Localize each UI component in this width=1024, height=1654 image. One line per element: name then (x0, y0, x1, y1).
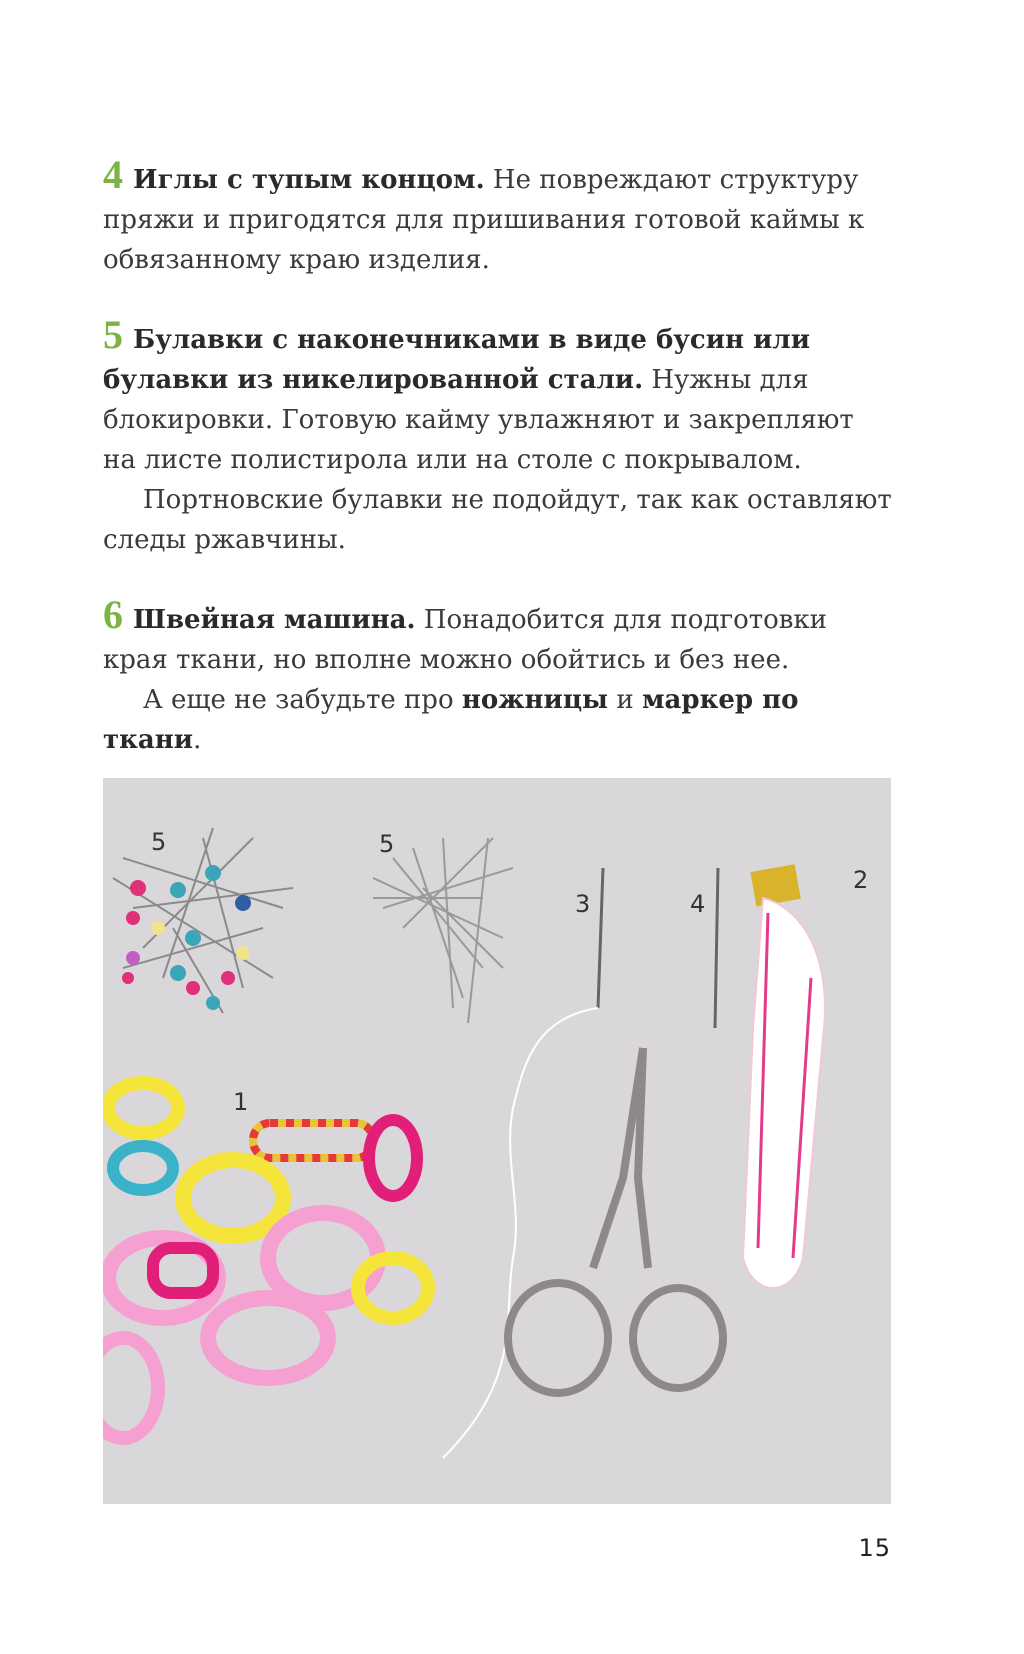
section-5-paragraph (103, 312, 893, 480)
tools-photo (103, 778, 891, 1504)
photo-label-1: 1 (233, 1088, 249, 1116)
note-text: А еще не забудьте про (143, 685, 462, 715)
note-period: . (193, 725, 202, 755)
section-6-text: Понадобится для подготовки края ткани, но вполне можно обойтись и без нее. (103, 605, 827, 675)
scissors-term: ножницы (461, 685, 609, 715)
section-4-number: 4 (103, 152, 123, 197)
section-6-number: 6 (103, 592, 123, 637)
section-4-text: Не повреждают структуру пряжи и пригодятся для пришивания готовой каймы к обвязанному краю изделия. (103, 165, 865, 275)
section-6-note (103, 680, 893, 760)
photo-label-3: 3 (575, 890, 591, 918)
section-5-number: 5 (103, 312, 123, 357)
bead-pins-illustration (113, 828, 293, 1013)
page-number: 15 (858, 1534, 891, 1562)
section-4 (103, 152, 893, 280)
needle-3-illustration (598, 868, 603, 1008)
note-text-and: и (608, 685, 642, 715)
fabric-marker-term: маркер по ткани (103, 685, 799, 755)
photo-label-5-right: 5 (379, 830, 395, 858)
section-5-title: Булавки с наконечниками в виде бусин или булавки из никелированной стали. (103, 325, 811, 395)
needle-4-illustration (715, 868, 718, 1028)
section-6-title: Швейная машина. (133, 605, 416, 635)
section-5-text: Нужны для блокировки. Готовую кайму увлажняют и закрепляют на листе полистирола или на столе с покрывалом. (103, 365, 854, 475)
measuring-tape-illustration (743, 864, 825, 1288)
section-4-paragraph (103, 152, 893, 280)
section-6-paragraph (103, 592, 893, 680)
stitch-markers-illustration (103, 1083, 428, 1438)
steel-pins-illustration (373, 838, 513, 1023)
photo-label-4: 4 (690, 890, 706, 918)
section-5 (103, 312, 893, 560)
section-5-note: Портновские булавки не подойдут, так как оставляют следы ржавчины. (103, 485, 892, 555)
photo-label-2: 2 (853, 866, 869, 894)
section-6 (103, 592, 893, 760)
section-4-title: Иглы с тупым концом. (133, 165, 485, 195)
tools-illustration (103, 778, 891, 1504)
photo-label-5-left: 5 (151, 828, 167, 856)
scissors-illustration (508, 1048, 723, 1393)
